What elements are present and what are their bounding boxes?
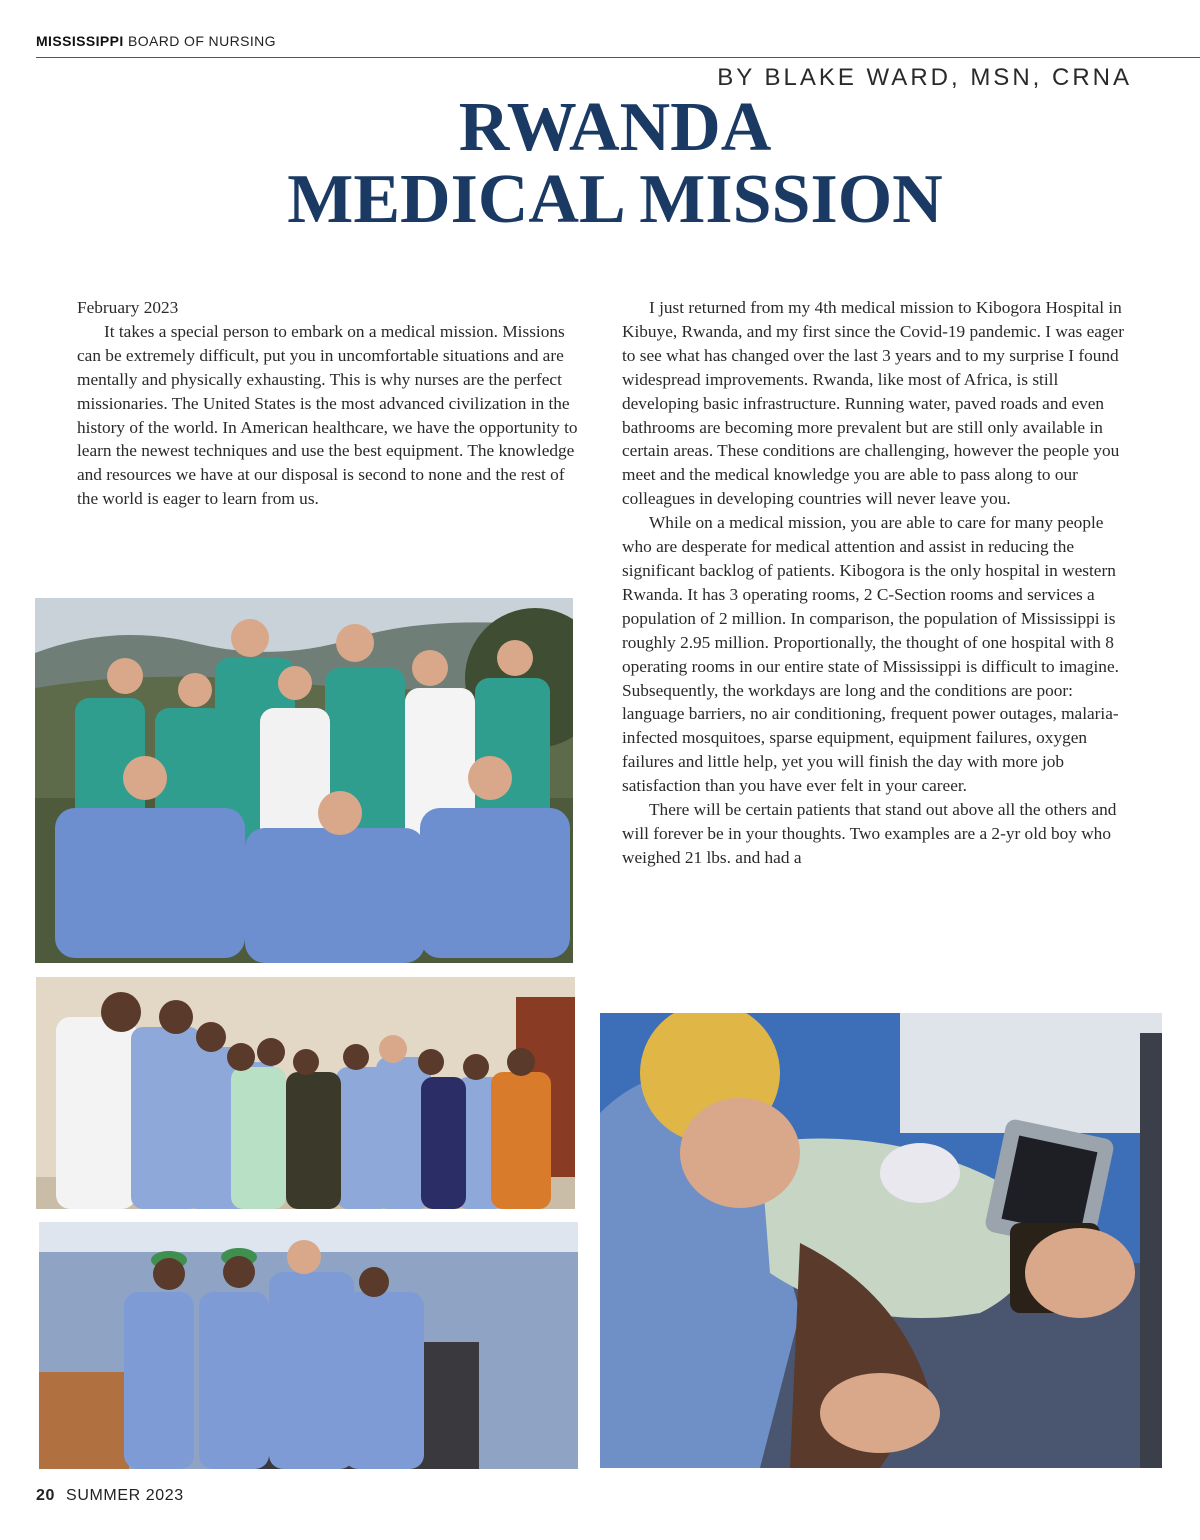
article-paragraph: There will be certain patients that stand out above all the others and will forever be in your thoughts. Two examples are a 2-yr old boy who weighed 21 lbs. and had a [622,800,1117,867]
title-line-1: RWANDA [458,89,772,166]
article-paragraph: While on a medical mission, you are able to care for many people who are desperate for medical attention and assist in reducing the significant backlog of patients. Kibogora is the only hospital in western Rwanda. It has 3 operating rooms, 2 C-Section rooms and services a population of 2 million. In comparison, the population of Mississippi is roughly 2.95 million. Proportionally, the thought of one hospital with 8 operating rooms in our entire state of Mississippi is difficult to imagine. Subsequently, the workdays are long and the conditions are poor: language barriers, no air conditioning, frequent power outages, malaria-infected mosquitoes, sparse equipment, equipment failures, oxygen failures and little help, yet you will finish the day with more job satisfaction than you have ever felt in your career. [622,513,1119,796]
team-or-photo [39,1222,578,1469]
team-outdoor-photo [35,598,573,963]
article-paragraph: It takes a special person to embark on a medical mission. Missions can be extremely difficult, put you in uncomfortable situations and are mentally and physically exhausting. This is why nurses are the perfect missionaries. The United States is the most advanced civilization in the history of the world. In American healthcare, we have the opportunity to learn the newest techniques and use the best equipment. The knowledge and resources we have at our disposal is second to none and the rest of the world is eager to learn from us. [77,321,578,509]
ultrasound-procedure-photo [600,1013,1162,1468]
article-byline: BY BLAKE WARD, MSN, CRNA [717,64,1132,91]
article-paragraph: I just returned from my 4th medical mission to Kibogora Hospital in Kibuye, Rwanda, and my first since the Covid-19 pandemic. I was eager to see what has changed over the last 3 years and to my surprise I found widespread improvements. Rwanda, like most of Africa, is still developing basic infrastructure. Running water, paved roads and even bathrooms are becoming more prevalent but are still only available in certain areas. These conditions are challenging, however the people you meet and the medical knowledge you are able to pass along to our colleagues in developing countries will never leave you. [622,298,1124,509]
article-date: February 2023 [77,298,179,317]
team-clinic-photo [36,977,575,1209]
page-footer [36,1487,184,1505]
publication-org: MISSISSIPPI [36,33,124,49]
page-header [36,33,1200,58]
issue-label: SUMMER 2023 [66,1487,184,1504]
article-column-left [77,296,582,511]
article-column-right [622,296,1130,870]
title-line-2: MEDICAL MISSION [287,161,943,238]
article-title [0,89,1200,238]
publication-suffix: BOARD OF NURSING [127,33,276,49]
page-number: 20 [36,1487,55,1504]
